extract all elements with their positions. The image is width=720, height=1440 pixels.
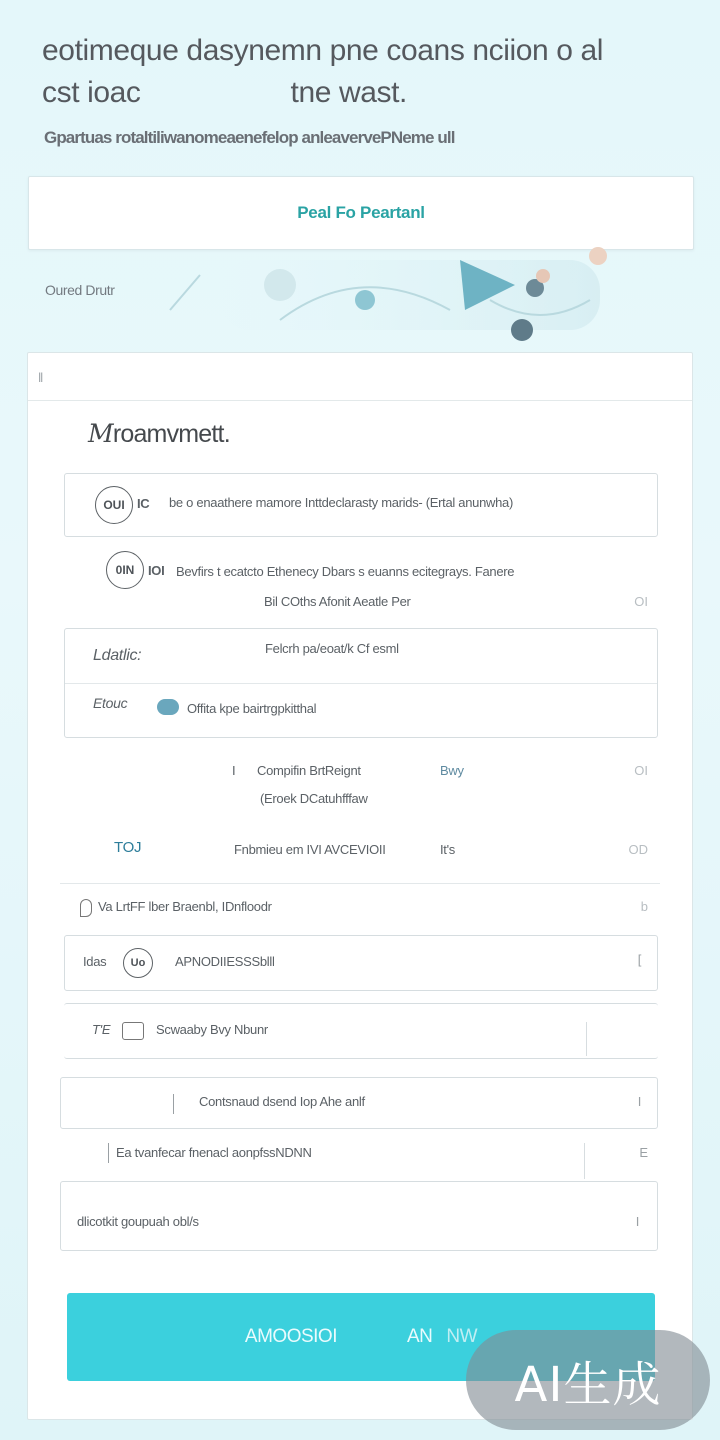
row-8-badge: Uo	[123, 948, 153, 978]
row-3-text: Felcrh pa/eoat/k Cf esml	[265, 641, 399, 656]
divider	[60, 883, 660, 884]
card-title-script: M	[88, 419, 113, 448]
row-11-separator	[108, 1143, 109, 1163]
option-row-12[interactable]	[60, 1181, 658, 1251]
row-3-label: Ldatlic:	[93, 647, 142, 664]
row-11-value: E	[639, 1145, 648, 1160]
row-1-text: be o enaathere mamore Inttdeclarasty marids- (Ertal anunwha)	[169, 495, 514, 510]
row-10-value: I	[637, 1094, 641, 1109]
detail-box	[64, 628, 658, 738]
row-2-value: OI	[634, 594, 648, 609]
row-6-value: OD	[628, 842, 648, 857]
row-10-text: Contsnaud dsend Iop Ahe anlf	[199, 1094, 365, 1109]
row-5-mid: Bwy	[440, 763, 464, 778]
row-5-text: Compifin BrtReignt	[257, 763, 361, 778]
row-12-text: dlicotkit goupuah obl/s	[77, 1214, 199, 1229]
headline-line-2a: cst ioac	[42, 76, 141, 109]
submit-label-b: AN	[407, 1326, 433, 1347]
submit-label-c: NW	[446, 1326, 478, 1347]
card-corner-icon: ǁ	[38, 370, 44, 385]
row-4-label: Etouc	[93, 695, 128, 711]
row-5-subtext: (Eroek DCatuhfffaw	[260, 791, 368, 806]
row-9-label: T'E	[92, 1022, 111, 1037]
detail-box-divider	[65, 683, 657, 684]
row-11-right-separator	[584, 1143, 585, 1179]
row-2-badge: 0IN	[106, 551, 144, 589]
hero-headline	[42, 30, 692, 114]
row-2-subtext: Bil COths Afonit Aeatle Per	[264, 594, 411, 609]
row-2-text: Bevfirs t ecatcto Ethenecy Dbars s euanns ecitegrays. Fanere	[176, 564, 515, 579]
row-8-label: Idas	[83, 954, 107, 969]
illustration-caption: Oured Drutr	[45, 282, 115, 298]
row-11-text: Ea tvanfecar fnenacl aonpfssNDNN	[116, 1145, 312, 1160]
row-2-badge-suffix: IOI	[148, 563, 165, 578]
submit-label-a: AMOOSIOI	[244, 1326, 337, 1347]
row-6-label: TOJ	[114, 839, 142, 856]
headline-line-2b: tne wast.	[290, 76, 407, 109]
card-title	[88, 419, 230, 449]
hero-subheadline: Gpartuas rotaltiliwanomeaenefelop anleavervePNeme ull	[44, 128, 455, 147]
row-4-text: Offita kpe bairtrgpkitthal	[187, 701, 317, 716]
decorative-illustration	[160, 240, 630, 350]
calendar-icon	[122, 1022, 144, 1040]
row-7-text: Va LrtFF lber Braenbl, IDnfloodr	[98, 899, 272, 914]
row-8-value: [	[637, 952, 641, 967]
toggle-dot-icon[interactable]	[157, 699, 179, 715]
row-9-text: Scwaaby Bvy Nbunr	[156, 1022, 268, 1037]
row-7-value: b	[640, 899, 648, 914]
row-5-value: OI	[634, 763, 648, 778]
headline-line-2	[42, 72, 692, 114]
ai-generated-watermark: AI生成	[466, 1330, 710, 1430]
main-card	[27, 352, 693, 1420]
card-header-bar	[28, 353, 692, 401]
row-1-badge-suffix: IC	[137, 496, 150, 511]
headline-line-1: eotimeque dasynemn pne coans nciion o al	[42, 34, 604, 67]
option-row-9[interactable]	[64, 1003, 658, 1059]
row-8-text: APNODIIESSSblll	[175, 954, 275, 969]
row-6-text: Fnbmieu em IVI AVCEVIOII	[234, 842, 386, 857]
option-row-10[interactable]	[60, 1077, 658, 1129]
card-title-rest: roamvmett.	[112, 420, 230, 448]
row-9-separator	[586, 1022, 587, 1056]
row-12-value: I	[635, 1214, 639, 1229]
row-1-badge: OUI	[95, 486, 133, 524]
row-5-marker: I	[232, 763, 236, 778]
partner-button[interactable]: Peal Fo Peartanl	[28, 176, 694, 250]
row-10-separator	[173, 1094, 174, 1114]
option-row-1[interactable]	[64, 473, 658, 537]
row-6-mid: It's	[440, 842, 456, 857]
option-row-8[interactable]	[64, 935, 658, 991]
pin-icon	[80, 899, 92, 917]
